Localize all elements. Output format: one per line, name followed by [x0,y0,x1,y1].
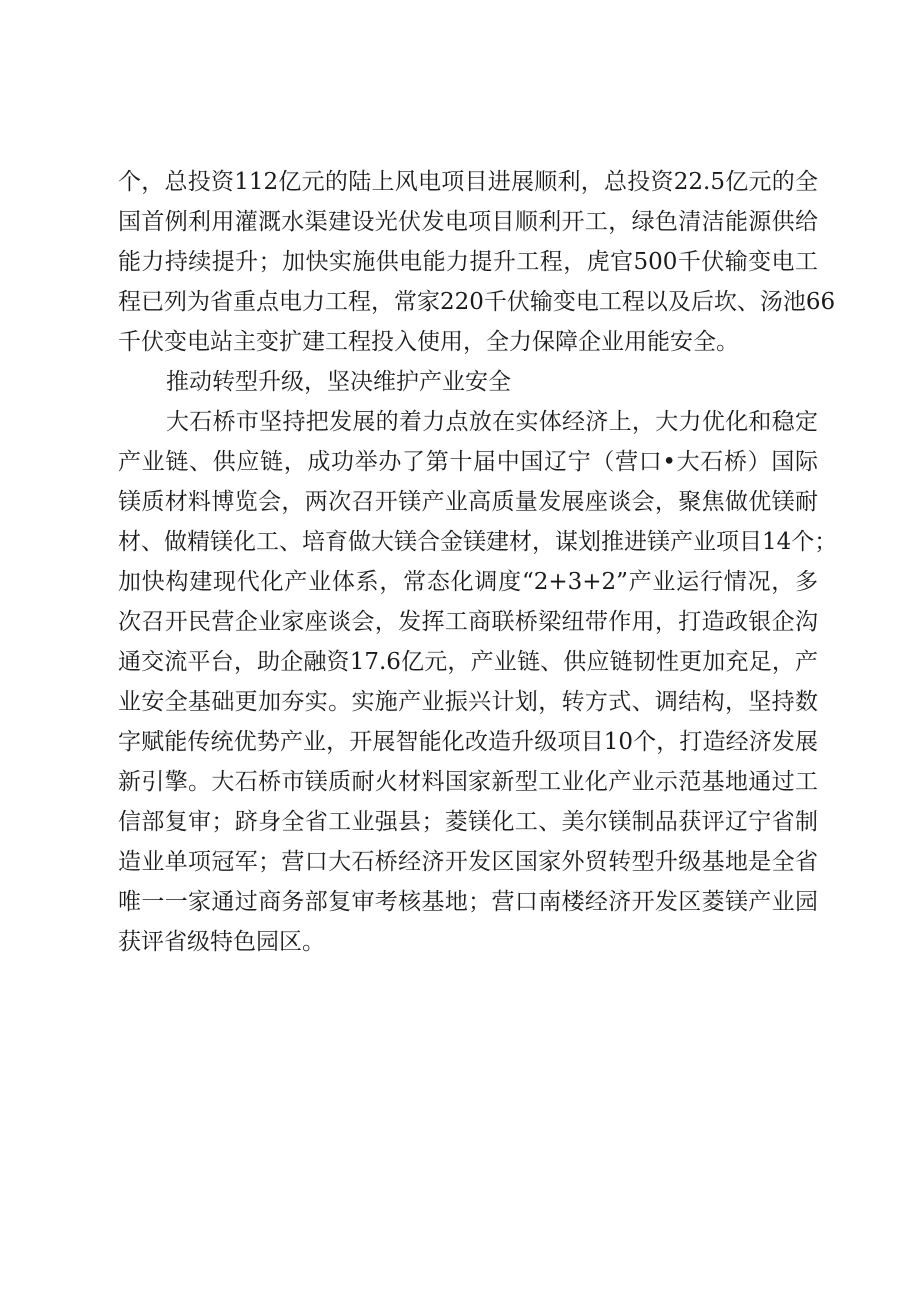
text-line: 加快构建现代化产业体系，常态化调度“2+3+2”产业运行情况，多 [118,569,818,595]
text-line: 千伏变电站主变扩建工程投入使用，全力保障企业用能安全。 [118,329,739,355]
paragraph-energy [118,162,836,362]
text-line: 造业单项冠军；营口大石桥经济开发区国家外贸转型升级基地是全省 [118,849,818,875]
text-line: 唯一一家通过商务部复审考核基地；营口南楼经济开发区菱镁产业园 [118,889,818,915]
text-line: 获评省级特色园区。 [118,929,325,955]
text-line: 程已列为省重点电力工程，常家220千伏输变电工程以及后坎、汤池66 [118,289,836,315]
text-line: 个，总投资112亿元的陆上风电项目进展顺利，总投资22.5亿元的全 [118,169,818,195]
text-line: 次召开民营企业家座谈会，发挥工商联桥梁纽带作用，打造政银企沟 [118,609,818,635]
paragraph-industry [118,402,838,962]
section-heading: 推动转型升级，坚决维护产业安全 [166,369,511,395]
document-body [118,162,838,962]
text-line: 字赋能传统优势产业，开展智能化改造升级项目10个，打造经济发展 [118,729,818,755]
text-line: 通交流平台，助企融资17.6亿元，产业链、供应链韧性更加充足，产 [118,649,818,675]
text-line: 信部复审；跻身全省工业强县；菱镁化工、美尔镁制品获评辽宁省制 [118,809,818,835]
text-line: 镁质材料博览会，两次召开镁产业高质量发展座谈会，聚焦做优镁耐 [118,489,818,515]
text-line: 能力持续提升；加快实施供电能力提升工程，虎官500千伏输变电工 [118,249,818,275]
text-line: 产业链、供应链，成功举办了第十届中国辽宁（营口•大石桥）国际 [118,449,818,475]
text-line: 新引擎。大石桥市镁质耐火材料国家新型工业化产业示范基地通过工 [118,769,818,795]
text-line: 国首例利用灌溉水渠建设光伏发电项目顺利开工，绿色清洁能源供给 [118,209,818,235]
text-line: 业安全基础更加夯实。实施产业振兴计划，转方式、调结构，坚持数 [118,689,818,715]
text-line: 大石桥市坚持把发展的着力点放在实体经济上，大力优化和稳定 [166,409,818,435]
text-line: 材、做精镁化工、培育做大镁合金镁建材，谋划推进镁产业项目14个； [118,529,838,555]
